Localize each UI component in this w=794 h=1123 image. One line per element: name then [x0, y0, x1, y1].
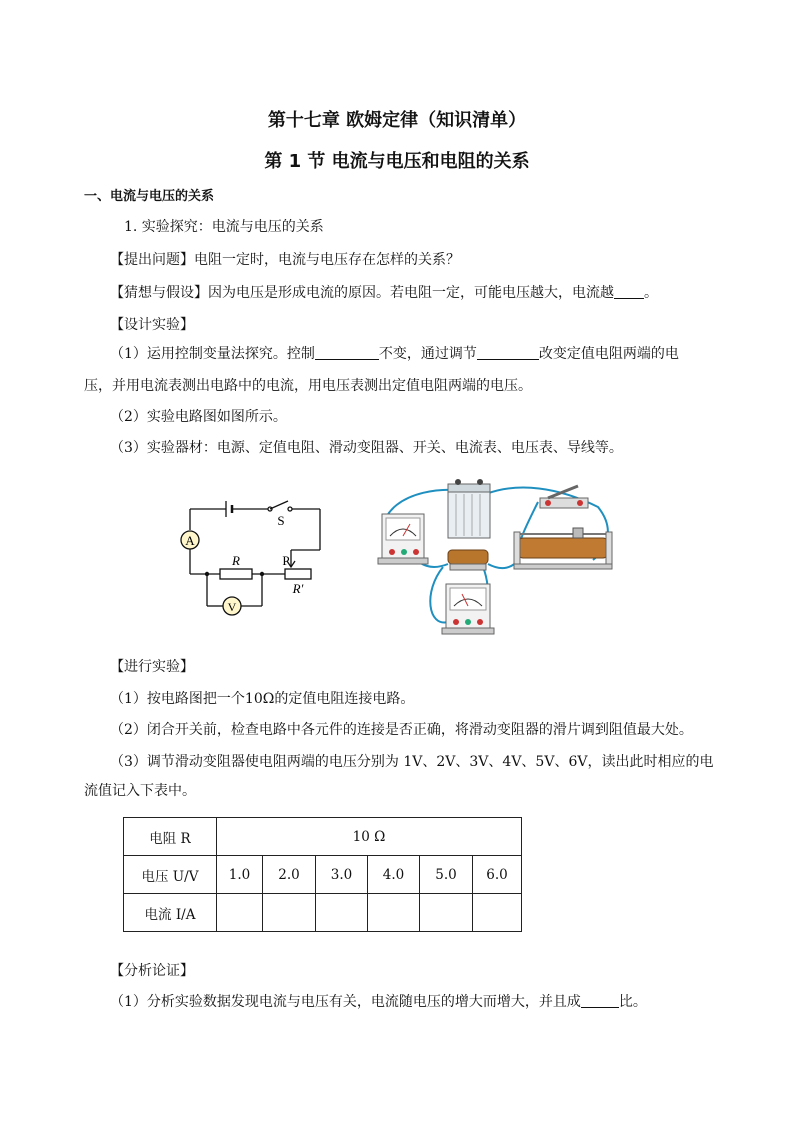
ammeter-label: A: [185, 533, 195, 548]
voltage-cell: 5.0: [420, 856, 473, 894]
analysis-step-1: （1）分析实验数据发现电流与电压有关，电流随电压的增大而增大，并且成 比。: [110, 994, 647, 1010]
voltmeter-label: V: [227, 600, 237, 614]
current-cell[interactable]: [473, 894, 522, 932]
design-heading: 【设计实验】: [110, 317, 194, 333]
circuit-diagram: [170, 495, 340, 625]
switch-contact: [288, 507, 292, 511]
section-heading: 一、电流与电压的关系: [84, 189, 215, 204]
row-label-resistance: 电阻 R: [124, 818, 217, 856]
row-label-voltage: 电压 U/V: [124, 856, 217, 894]
current-cell[interactable]: [420, 894, 473, 932]
voltmeter-device-icon: [442, 584, 494, 634]
current-cell[interactable]: [263, 894, 316, 932]
ammeter-device-icon: [378, 514, 428, 564]
voltage-cell: 6.0: [473, 856, 522, 894]
analysis-heading: 【分析论证】: [110, 963, 194, 979]
apparatus-illustration: [368, 472, 623, 640]
blank-4[interactable]: [581, 993, 619, 1008]
rheostat-label: R′: [292, 581, 304, 596]
row-label-current: 电流 I/A: [124, 894, 217, 932]
voltage-cell: 3.0: [316, 856, 368, 894]
blank-3[interactable]: [477, 345, 539, 360]
design-step-1: （1）运用控制变量法探究。控制 不变，通过调节 改变定值电阻两端的电: [110, 346, 679, 362]
junction-left: [205, 572, 209, 576]
rheostat: [285, 569, 311, 579]
section-title: 第 1 节 电流与电压和电阻的关系: [264, 151, 530, 172]
voltage-cell: 2.0: [263, 856, 316, 894]
current-cell[interactable]: [217, 894, 263, 932]
conduct-step-3: （3）调节滑动变阻器使电阻两端的电压分别为 1V、2V、3V、4V、5V、6V，读出此时相应的电: [110, 754, 714, 770]
slider-label: P: [282, 553, 290, 568]
question-text: 【提出问题】电阻一定时，电流与电压存在怎样的关系？: [110, 252, 460, 268]
table-row: [124, 894, 522, 932]
resistor-device-icon: [448, 550, 488, 570]
battery-icon: [448, 479, 490, 538]
experiment-intro: 1. 实验探究：电流与电压的关系: [124, 219, 324, 235]
conduct-heading: 【进行实验】: [110, 659, 194, 675]
switch-blade: [270, 501, 288, 509]
design-step-3: （3）实验器材：电源、定值电阻、滑动变阻器、开关、电流表、电压表、导线等。: [110, 440, 623, 456]
current-cell[interactable]: [316, 894, 368, 932]
design-step-1-cont: 压，并用电流表测出电路中的电流，用电压表测出定值电阻两端的电压。: [84, 378, 532, 394]
conduct-step-2: （2）闭合开关前，检查电路中各元件的连接是否正确，将滑动变阻器的滑片调到阻值最大处。: [110, 722, 693, 738]
table-row: [124, 818, 522, 856]
data-table: [123, 817, 522, 932]
switch-label: S: [277, 513, 285, 528]
voltage-cell: 1.0: [217, 856, 263, 894]
hypothesis-text: 【猜想与假设】因为电压是形成电流的原因。若电阻一定，可能电压越大，电流越 。: [110, 285, 658, 301]
resistor-r: [220, 569, 252, 579]
conduct-step-3-cont: 流值记入下表中。: [84, 783, 196, 799]
blank-1[interactable]: [614, 284, 644, 299]
conduct-step-1: （1）按电路图把一个10Ω的定值电阻连接电路。: [110, 691, 415, 707]
chapter-title: 第十七章 欧姆定律（知识清单）: [267, 110, 527, 131]
junction-right: [260, 572, 264, 576]
resistance-value: 10 Ω: [217, 818, 522, 856]
table-row: [124, 856, 522, 894]
current-cell[interactable]: [368, 894, 420, 932]
rheostat-device-icon: [514, 528, 612, 569]
blank-2[interactable]: [315, 345, 379, 360]
voltage-cell: 4.0: [368, 856, 420, 894]
resistor-label: R: [232, 553, 240, 568]
design-step-2: （2）实验电路图如图所示。: [110, 409, 287, 425]
